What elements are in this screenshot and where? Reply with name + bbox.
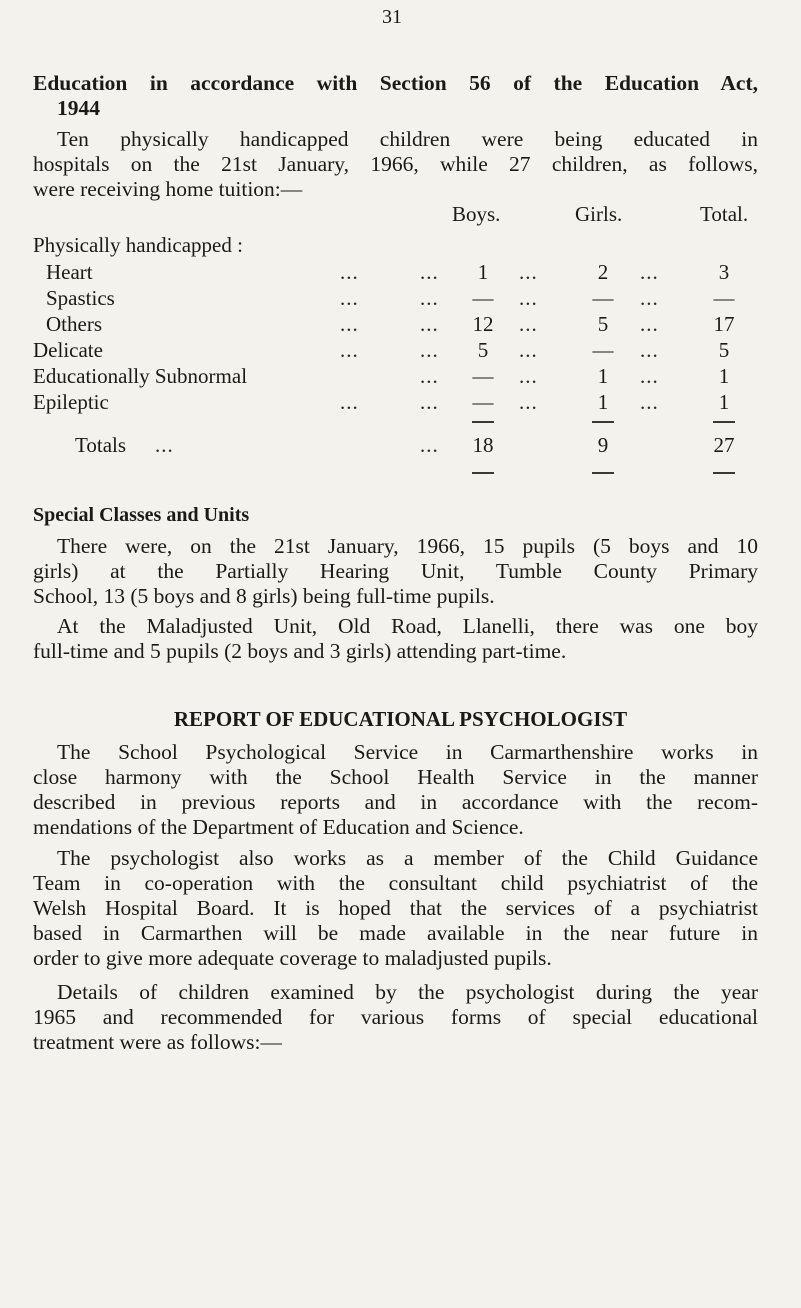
sum-rule [592, 421, 614, 423]
paragraph-line: There were, on the 21st January, 1966, 15 pupils (5 boys and 10 [57, 534, 758, 558]
cell-total: — [713, 286, 735, 310]
cell-boys: 12 [472, 312, 494, 336]
row-label: Heart [46, 260, 93, 284]
cell-boys: — [472, 364, 494, 388]
cell-girls: 1 [597, 364, 609, 388]
section-heading-line: 1944 [57, 96, 100, 120]
cell-girls: 2 [597, 260, 609, 284]
totals-label: Totals [75, 433, 127, 457]
leader-dots: ... [155, 433, 174, 457]
leader-dots: ... [420, 312, 439, 336]
leader-dots: ... [519, 390, 538, 414]
paragraph-line: described in previous reports and in accordance with the recom- [33, 790, 758, 814]
leader-dots: ... [420, 390, 439, 414]
leader-dots: ... [640, 260, 659, 284]
sum-rule [713, 421, 735, 423]
leader-dots: ... [420, 260, 439, 284]
leader-dots: ... [519, 286, 538, 310]
cell-boys: 5 [477, 338, 489, 362]
leader-dots: ... [519, 364, 538, 388]
cell-girls: 1 [597, 390, 609, 414]
paragraph-line: order to give more adequate coverage to maladjusted pupils. [33, 946, 552, 970]
header-boys: Boys. [452, 202, 501, 226]
cell-boys: — [472, 390, 494, 414]
leader-dots: ... [420, 286, 439, 310]
cell-girls: — [592, 286, 614, 310]
cell-total: 3 [718, 260, 730, 284]
report-paragraph-3 [33, 980, 758, 1055]
total-girls: 9 [597, 433, 609, 457]
paragraph-line: girls) at the Partially Hearing Unit, Tumble County Primary [33, 559, 758, 583]
row-label: Delicate [33, 338, 103, 362]
cell-total: 5 [718, 338, 730, 362]
cell-boys: 1 [477, 260, 489, 284]
paragraph-line: were receiving home tuition:— [33, 177, 303, 201]
leader-dots: ... [519, 338, 538, 362]
paragraph-line: Team in co-operation with the consultant child psychiatrist of the [33, 871, 758, 895]
group-label: Physically handicapped : [33, 233, 243, 257]
leader-dots: ... [340, 338, 359, 362]
special-paragraph-2 [33, 614, 758, 664]
paragraph-line: close harmony with the School Health Service in the manner [33, 765, 758, 789]
paragraph-line: At the Maladjusted Unit, Old Road, Llanelli, there was one boy [57, 614, 758, 638]
special-heading: Special Classes and Units [33, 504, 250, 526]
paragraph-line: School, 13 (5 boys and 8 girls) being full-time pupils. [33, 584, 495, 608]
leader-dots: ... [640, 338, 659, 362]
cell-girls: — [592, 338, 614, 362]
leader-dots: ... [640, 312, 659, 336]
sum-rule [592, 472, 614, 474]
header-girls: Girls. [575, 202, 623, 226]
cell-boys: — [472, 286, 494, 310]
leader-dots: ... [340, 286, 359, 310]
paragraph-line: The School Psychological Service in Carmarthenshire works in [57, 740, 758, 764]
paragraph-line: Welsh Hospital Board. It is hoped that the services of a psychiatrist [33, 896, 758, 920]
report-paragraph-1 [33, 740, 758, 840]
leader-dots: ... [420, 338, 439, 362]
section-heading-line: Education in accordance with Section 56 of the Education Act, [33, 71, 758, 95]
leader-dots: ... [640, 286, 659, 310]
leader-dots: ... [519, 260, 538, 284]
sum-rule [713, 472, 735, 474]
paragraph-line: treatment were as follows:— [33, 1030, 282, 1054]
cell-total: 1 [718, 390, 730, 414]
leader-dots: ... [420, 364, 439, 388]
leader-dots: ... [340, 390, 359, 414]
leader-dots: ... [640, 390, 659, 414]
row-label: Educationally Subnormal [33, 364, 248, 388]
leader-dots: ... [640, 364, 659, 388]
row-label: Epileptic [33, 390, 109, 414]
paragraph-line: mendations of the Department of Education and Science. [33, 815, 524, 839]
special-paragraph-1 [33, 534, 758, 609]
paragraph-line: Ten physically handicapped children were being educated in [57, 127, 758, 151]
paragraph-line: The psychologist also works as a member of the Child Guidance [57, 846, 758, 870]
leader-dots: ... [340, 312, 359, 336]
leader-dots: ... [420, 433, 439, 457]
total-boys: 18 [472, 433, 494, 457]
paragraph-line: hospitals on the 21st January, 1966, while 27 children, as follows, [33, 152, 758, 176]
row-label: Others [46, 312, 102, 336]
cell-girls: 5 [597, 312, 609, 336]
header-total: Total. [700, 202, 749, 226]
page-number: 31 [382, 6, 402, 28]
leader-dots: ... [340, 260, 359, 284]
sum-rule [472, 421, 494, 423]
paragraph-line: full-time and 5 pupils (2 boys and 3 girls) attending part-time. [33, 639, 567, 663]
cell-total: 17 [713, 312, 735, 336]
cell-total: 1 [718, 364, 730, 388]
intro-paragraph [33, 127, 758, 202]
report-paragraph-2 [33, 846, 758, 971]
paragraph-line: Details of children examined by the psychologist during the year [57, 980, 758, 1004]
total-total: 27 [713, 433, 735, 457]
paragraph-line: 1965 and recommended for various forms of special educational [33, 1005, 758, 1029]
report-heading: REPORT OF EDUCATIONAL PSYCHOLOGIST [173, 707, 628, 731]
section-heading [33, 71, 758, 121]
row-label: Spastics [46, 286, 115, 310]
paragraph-line: based in Carmarthen will be made available in the near future in [33, 921, 758, 945]
leader-dots: ... [519, 312, 538, 336]
sum-rule [472, 472, 494, 474]
